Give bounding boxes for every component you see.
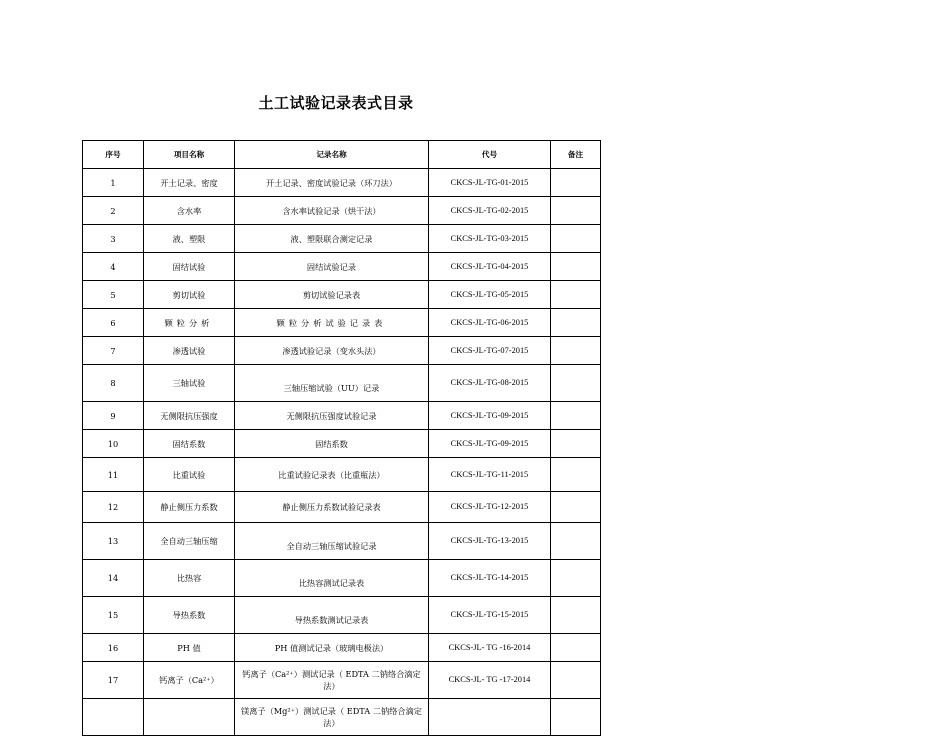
- row-index: 17: [83, 662, 144, 699]
- row-remark: [551, 402, 601, 430]
- row-index: [83, 699, 144, 736]
- row-record: 全自动三轴压缩试验记录: [235, 523, 429, 560]
- row-index: 1: [83, 169, 144, 197]
- table-row: [83, 225, 601, 253]
- row-index: 2: [83, 197, 144, 225]
- row-code: CKCS-JL-TG-14-2015: [429, 560, 551, 597]
- row-item: 三轴试验: [144, 365, 235, 402]
- header-row: [83, 141, 601, 169]
- table-row: [83, 430, 601, 458]
- row-index: 9: [83, 402, 144, 430]
- row-item: 开土记录、密度: [144, 169, 235, 197]
- row-record: 渗透试验记录（变水头法）: [235, 337, 429, 365]
- column-header-record: 记录名称: [235, 141, 429, 169]
- row-remark: [551, 365, 601, 402]
- row-remark: [551, 492, 601, 523]
- row-item: 全自动三轴压缩: [144, 523, 235, 560]
- row-record: 静止侧压力系数试验记录表: [235, 492, 429, 523]
- row-code: CKCS-JL-TG-08-2015: [429, 365, 551, 402]
- row-record: 钙离子（Ca²⁺）测试记录（ EDTA 二钠络合滴定法）: [235, 662, 429, 699]
- row-item: 导热系数: [144, 597, 235, 634]
- row-remark: [551, 458, 601, 492]
- row-remark: [551, 662, 601, 699]
- table-row: [83, 253, 601, 281]
- row-code: CKCS-JL-TG-04-2015: [429, 253, 551, 281]
- row-index: 15: [83, 597, 144, 634]
- row-record: 固结系数: [235, 430, 429, 458]
- table-row: [83, 523, 601, 560]
- row-index: 12: [83, 492, 144, 523]
- row-item: 颗粒分析: [144, 309, 235, 337]
- row-record: 颗粒分析试验记录表: [235, 309, 429, 337]
- row-item: 比热容: [144, 560, 235, 597]
- row-index: 11: [83, 458, 144, 492]
- column-header-item: 项目名称: [144, 141, 235, 169]
- table-row: [83, 597, 601, 634]
- row-item: 固结系数: [144, 430, 235, 458]
- column-header-index: 序号: [83, 141, 144, 169]
- row-remark: [551, 523, 601, 560]
- row-record: 三轴压缩试验（UU）记录: [235, 365, 429, 402]
- table-row: [83, 699, 601, 736]
- column-header-code: 代号: [429, 141, 551, 169]
- row-record: 剪切试验记录表: [235, 281, 429, 309]
- row-remark: [551, 197, 601, 225]
- row-record: 含水率试验记录（烘干法）: [235, 197, 429, 225]
- row-code: CKCS-JL-TG-15-2015: [429, 597, 551, 634]
- row-code: CKCS-JL-TG-09-2015: [429, 402, 551, 430]
- row-remark: [551, 281, 601, 309]
- table-row: [83, 402, 601, 430]
- row-code: [429, 699, 551, 736]
- row-index: 13: [83, 523, 144, 560]
- row-remark: [551, 634, 601, 662]
- row-remark: [551, 169, 601, 197]
- row-code: CKCS-JL-TG-07-2015: [429, 337, 551, 365]
- row-record: 固结试验记录: [235, 253, 429, 281]
- row-item: 剪切试验: [144, 281, 235, 309]
- row-index: 10: [83, 430, 144, 458]
- row-code: CKCS-JL- TG -16-2014: [429, 634, 551, 662]
- table-row: [83, 337, 601, 365]
- row-index: 14: [83, 560, 144, 597]
- row-record: 无侧限抗压强度试验记录: [235, 402, 429, 430]
- row-item: 渗透试验: [144, 337, 235, 365]
- row-remark: [551, 309, 601, 337]
- row-code: CKCS-JL-TG-12-2015: [429, 492, 551, 523]
- row-record: PH 值测试记录（玻璃电极法）: [235, 634, 429, 662]
- row-remark: [551, 597, 601, 634]
- row-record: 镁离子（Mg²⁺）测试记录（ EDTA 二钠络合滴定法）: [235, 699, 429, 736]
- page-title: 土工试验记录表式目录: [258, 94, 414, 112]
- table-row: [83, 365, 601, 402]
- table-row: [83, 560, 601, 597]
- row-code: CKCS-JL-TG-01-2015: [429, 169, 551, 197]
- row-index: 3: [83, 225, 144, 253]
- row-index: 8: [83, 365, 144, 402]
- row-remark: [551, 253, 601, 281]
- table-row: [83, 169, 601, 197]
- row-index: 4: [83, 253, 144, 281]
- row-index: 5: [83, 281, 144, 309]
- table-row: [83, 492, 601, 523]
- row-index: 6: [83, 309, 144, 337]
- row-record: 导热系数测试记录表: [235, 597, 429, 634]
- row-remark: [551, 430, 601, 458]
- row-code: CKCS-JL-TG-06-2015: [429, 309, 551, 337]
- catalog-table: [82, 140, 601, 736]
- row-remark: [551, 225, 601, 253]
- row-code: CKCS-JL-TG-02-2015: [429, 197, 551, 225]
- row-record: 开土记录、密度试验记录（环刀法）: [235, 169, 429, 197]
- table-row: [83, 309, 601, 337]
- row-item: 无侧限抗压强度: [144, 402, 235, 430]
- row-record: 液、塑限联合测定记录: [235, 225, 429, 253]
- row-remark: [551, 699, 601, 736]
- row-item: 液、塑限: [144, 225, 235, 253]
- row-code: CKCS-JL-TG-05-2015: [429, 281, 551, 309]
- row-item: 含水率: [144, 197, 235, 225]
- row-record: 比重试验记录表（比重瓶法）: [235, 458, 429, 492]
- row-item: [144, 699, 235, 736]
- table-row: [83, 281, 601, 309]
- row-item: 固结试验: [144, 253, 235, 281]
- row-remark: [551, 560, 601, 597]
- row-index: 16: [83, 634, 144, 662]
- row-code: CKCS-JL-TG-11-2015: [429, 458, 551, 492]
- row-item: PH 值: [144, 634, 235, 662]
- row-code: CKCS-JL- TG -17-2014: [429, 662, 551, 699]
- row-index: 7: [83, 337, 144, 365]
- column-header-remark: 备注: [551, 141, 601, 169]
- row-item: 钙离子（Ca²⁺）: [144, 662, 235, 699]
- table-row: [83, 197, 601, 225]
- row-item: 静止侧压力系数: [144, 492, 235, 523]
- table-row: [83, 458, 601, 492]
- row-record: 比热容测试记录表: [235, 560, 429, 597]
- table-row: [83, 662, 601, 699]
- row-code: CKCS-JL-TG-13-2015: [429, 523, 551, 560]
- row-item: 比重试验: [144, 458, 235, 492]
- row-remark: [551, 337, 601, 365]
- row-code: CKCS-JL-TG-09-2015: [429, 430, 551, 458]
- row-code: CKCS-JL-TG-03-2015: [429, 225, 551, 253]
- table-row: [83, 634, 601, 662]
